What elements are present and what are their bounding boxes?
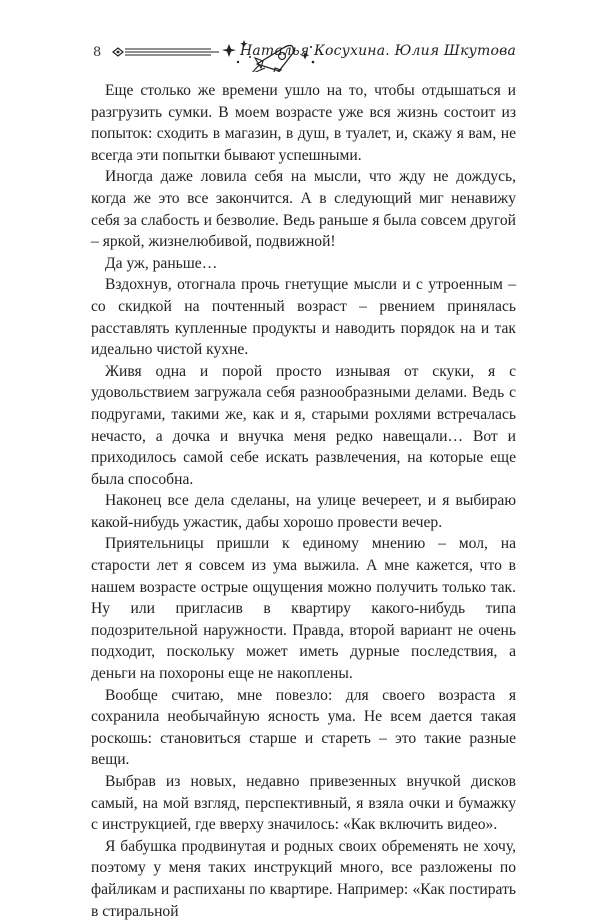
- paragraph: Я бабушка продвинутая и родных своих обременять не хочу, поэтому у меня таких инструкций много, все разложены по файликам и распиханы по квартире. Например: «Как постирать в стиральной: [91, 837, 516, 920]
- paragraph: Живя одна и порой просто изнывая от скуки, я с удовольствием загружала себя разнообразными делами. Ведь с подругами, такими же, как и я, старыми рохлями встречалась нечасто, а дочка и внучка меня редко навещали… Вот и приходилось самой себе искать развлечения, на которые еще была способна.: [91, 362, 516, 488]
- paragraph: Да уж, раньше…: [105, 254, 218, 272]
- paragraph: Наконец все дела сделаны, на улице вечереет, и я выбираю какой-нибудь ужастик, дабы хорошо провести вечер.: [91, 492, 516, 531]
- paragraph: Вообще считаю, мне повезло: для своего возраста я сохранила необычайную ясность ума. Не всем дается такая роскошь: становиться старше и стареть – это такие разные вещи.: [91, 686, 516, 769]
- page-body-text: [91, 80, 516, 922]
- paragraph: Приятельницы пришли к единому мнению – мол, на старости лет я совсем из ума выжила. А мне кажется, что в нашем возрасте острые ощущения можно получить только так. Ну или пригласив в квартиру какого-нибудь типа подозрительной наружности. Правда, второй вариант не очень подходит, поскольку может иметь дурные последствия, а деньги на похороны еще не накоплены.: [91, 535, 516, 683]
- page-number: 8: [93, 45, 102, 60]
- paragraph: Еще столько же времени ушло на то, чтобы отдышаться и разгрузить сумки. В моем возрасте уже вся жизнь состоит из попыток: сходить в магазин, в душ, в туалет, и, скажу я вам, не всегда эти попытки бывают успешными.: [91, 82, 516, 164]
- running-header: [93, 38, 516, 72]
- paragraph: Вздохнув, отогнала прочь гнетущие мысли и с утроенным – со скидкой на почтенный возраст – рвением принялась расставлять купленные продукты и наводить порядок на и так идеально чистой кухне.: [91, 276, 516, 359]
- paragraph: Выбрав из новых, недавно привезенных внучкой дисков самый, на мой взгляд, перспективный, я взяла очки и бумажку с инструкцией, где вверху значилось: «Как включить видео».: [91, 773, 516, 834]
- paragraph: Иногда даже ловила себя на мысли, что жду не дождусь, когда же это все закончится. А в следующий миг ненавижу себя за слабость и безволие. Ведь раньше я была совсем другой – яркой, жизнелюбивой, подвижной!: [91, 168, 516, 251]
- book-authors: Наталья Косухина. Юлия Шкутова: [239, 43, 516, 59]
